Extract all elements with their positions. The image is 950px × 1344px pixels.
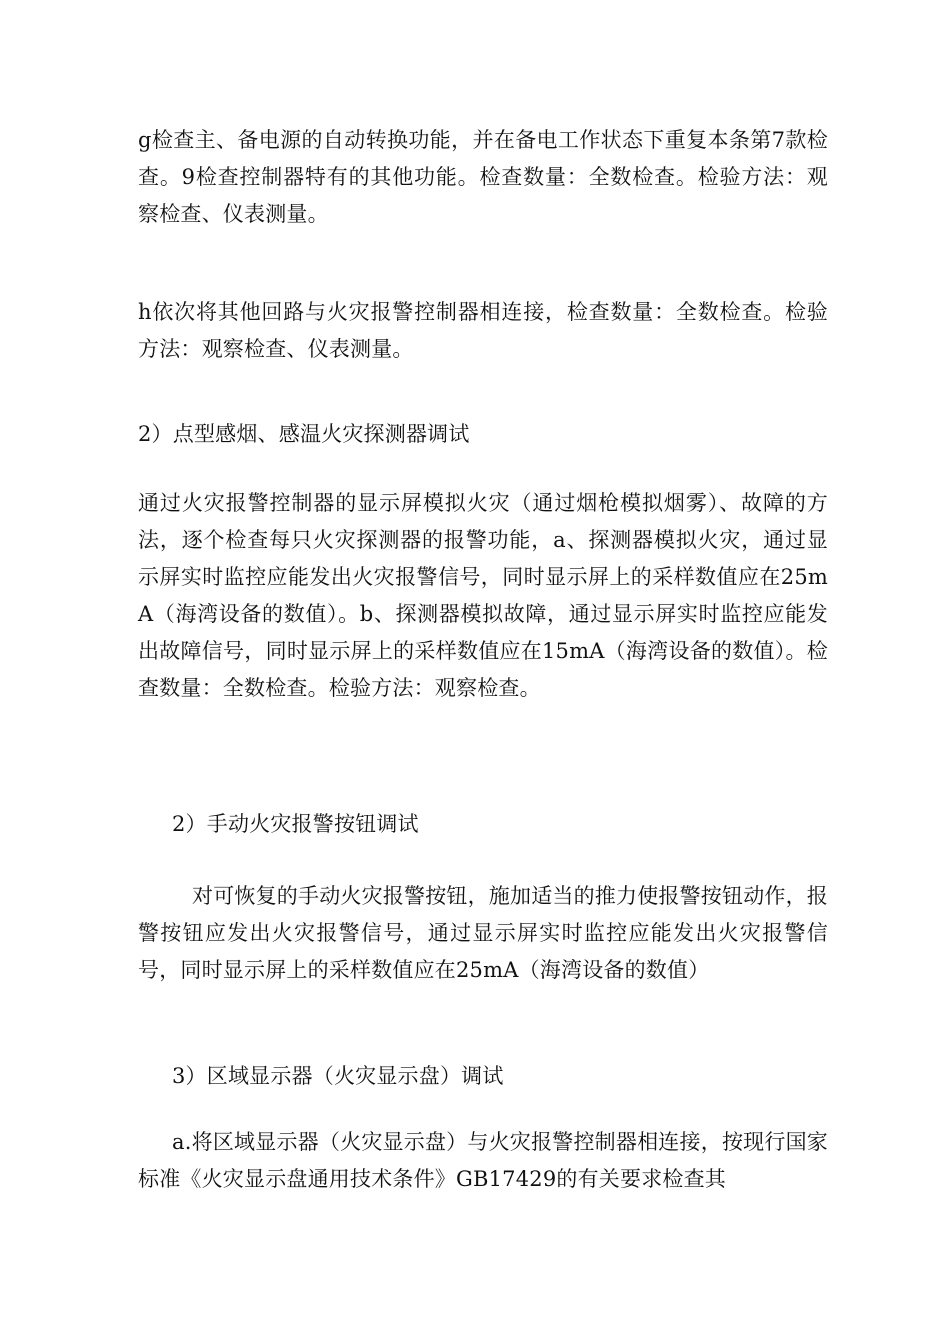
heading-zone-display-debug: 3）区域显示器（火灾显示盘）调试: [172, 1064, 504, 1088]
paragraph-manual-button-procedure: 对可恢复的手动火灾报警按钮，施加适当的推力使报警按钮动作，报警按钮应发出火灾报警信号，通过显示屏实时监控应能发出火灾报警信号，同时显示屏上的采样数值应在25mA（海湾设备的数值）: [138, 884, 828, 982]
paragraph-other-loops: h依次将其他回路与火灾报警控制器相连接，检查数量：全数检查。检验方法：观察检查、仪表测量。: [138, 300, 828, 361]
heading-detector-debug: 2）点型感烟、感温火灾探测器调试: [138, 422, 470, 446]
paragraph-main-backup-power: g检查主、备电源的自动转换功能，并在备电工作状态下重复本条第7款检查。9检查控制器特有的其他功能。检查数量：全数检查。检验方法：观察检查、仪表测量。: [138, 128, 828, 226]
paragraph-detector-procedure: 通过火灾报警控制器的显示屏模拟火灾（通过烟枪模拟烟雾）、故障的方法，逐个检查每只火灾探测器的报警功能，a、探测器模拟火灾，通过显示屏实时监控应能发出火灾报警信号，同时显示屏上的采样数值应在25mA（海湾设备的数值）。b、探测器模拟故障，通过显示屏实时监控应能发出故障信号，同时显示屏上的采样数值应在15mA（海湾设备的数值）。检查数量：全数检查。检验方法：观察检查。: [138, 491, 828, 700]
paragraph-zone-display-procedure: a.将区域显示器（火灾显示盘）与火灾报警控制器相连接，按现行国家标准《火灾显示盘通用技术条件》GB17429的有关要求检查其: [138, 1130, 828, 1191]
heading-manual-button-debug: 2）手动火灾报警按钮调试: [172, 812, 419, 836]
